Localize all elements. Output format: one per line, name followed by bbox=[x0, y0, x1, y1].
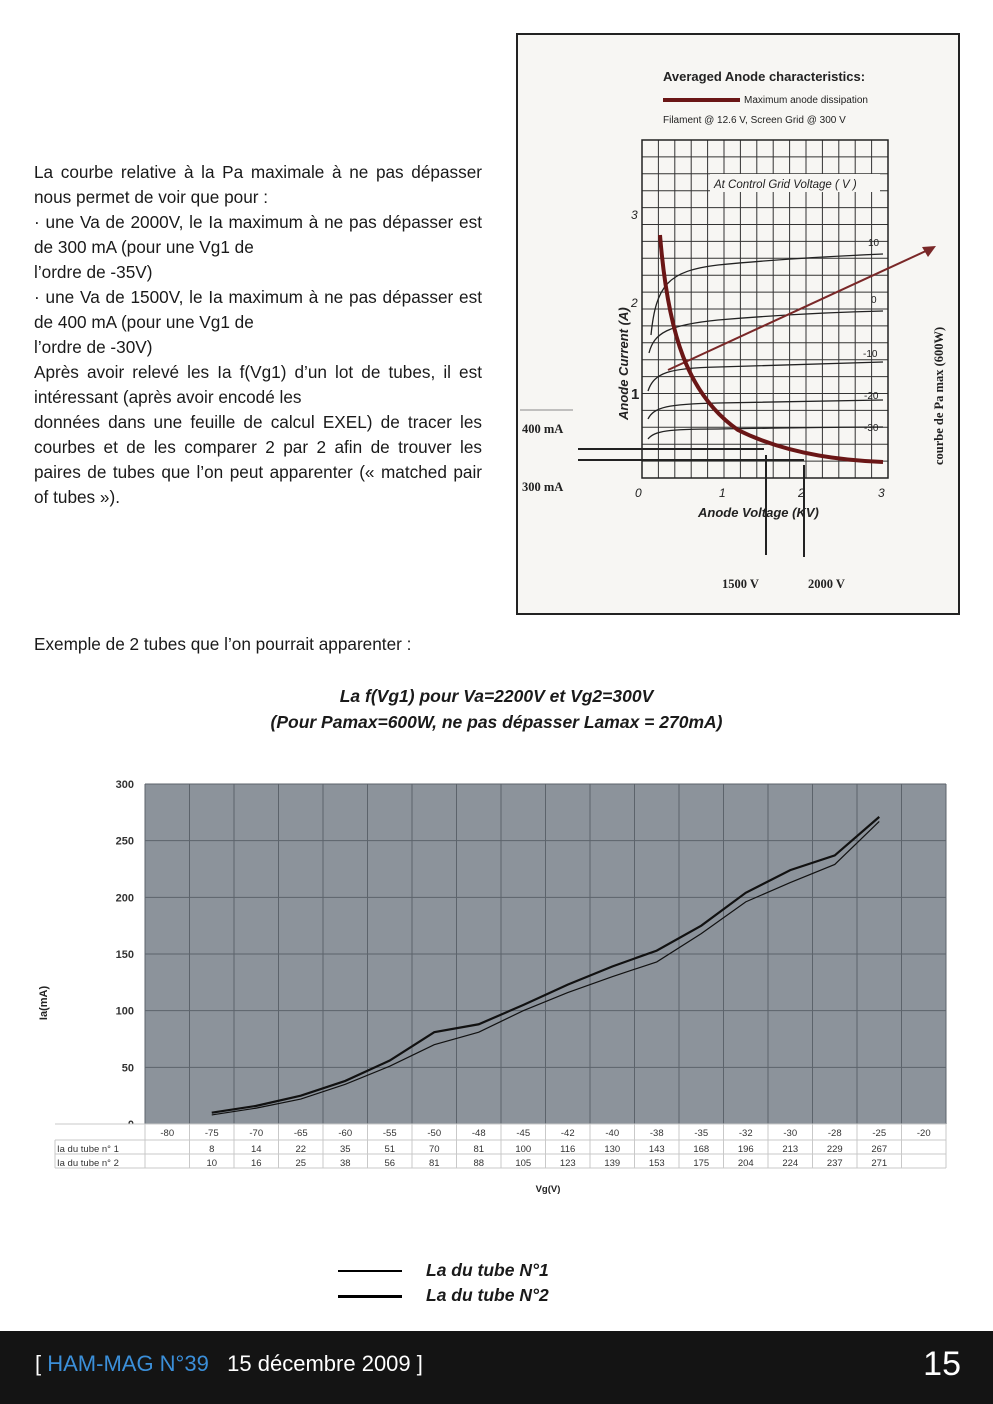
legend-label-tube1: La du tube N°1 bbox=[426, 1260, 549, 1280]
chart-table-cell: 14 bbox=[250, 1144, 262, 1155]
chart-x-tick-label: -45 bbox=[516, 1128, 531, 1139]
chart-table-cell: 130 bbox=[604, 1144, 621, 1155]
chart-y-tick-label: 250 bbox=[115, 835, 134, 848]
chart-x-tick-label: -80 bbox=[160, 1128, 175, 1139]
anode-characteristics-svg bbox=[518, 35, 958, 613]
scan-x-tick-3: 3 bbox=[878, 486, 885, 500]
scan-curve-0 bbox=[649, 311, 883, 353]
scan-curve-label-m30: -30 bbox=[864, 423, 879, 434]
chart-table-cell: 22 bbox=[295, 1144, 307, 1155]
chart-table-cell: 143 bbox=[648, 1144, 665, 1155]
chart-x-tick-label: -55 bbox=[382, 1128, 397, 1139]
chart-table-cell: 139 bbox=[604, 1158, 621, 1169]
intro-paragraph-2: · une Va de 2000V, le Ia maximum à ne pas dépasser est de 300 mA (pour une Vg1 de bbox=[34, 212, 482, 257]
chart-table-cell: 213 bbox=[782, 1144, 799, 1155]
chart-y-ticks bbox=[116, 779, 134, 1131]
chart-y-tick-label: 50 bbox=[121, 1062, 134, 1075]
chart-x-tick-label: -42 bbox=[560, 1128, 575, 1139]
chart-table-row-label-1: Ia du tube n° 1 bbox=[57, 1144, 119, 1155]
scan-mark-300: 300 mA bbox=[522, 480, 564, 494]
anode-characteristics-figure bbox=[516, 33, 960, 615]
chart-table-row-label-2: Ia du tube n° 2 bbox=[57, 1158, 119, 1169]
chart-table-cell: 116 bbox=[560, 1144, 576, 1155]
chart-table-cell: 123 bbox=[559, 1158, 576, 1169]
scan-pa-max-arrow bbox=[668, 250, 928, 370]
chart-table-cell: 56 bbox=[384, 1158, 396, 1169]
intro-paragraph-5: l’ordre de -30V) bbox=[34, 337, 153, 357]
chart-table-cell: 70 bbox=[428, 1144, 440, 1155]
chart-table-cell: 25 bbox=[295, 1158, 307, 1169]
chart-y-label: Ia(mA) bbox=[38, 985, 50, 1021]
footer-issue bbox=[35, 1351, 423, 1377]
chart-table-cell: 38 bbox=[339, 1158, 351, 1169]
scan-x-tick-2: 2 bbox=[798, 486, 805, 500]
chart-y-tick-label: 300 bbox=[115, 779, 134, 791]
chart-x-tick-label: -75 bbox=[204, 1128, 219, 1139]
scan-y-tick-1: 1 bbox=[631, 386, 640, 403]
intro-paragraph-4: · une Va de 1500V, le Ia maximum à ne pas dépasser est de 400 mA (pour une Vg1 de bbox=[34, 287, 482, 332]
chart-x-tick-label: -38 bbox=[649, 1128, 664, 1139]
chart-table-cell: 16 bbox=[250, 1158, 262, 1169]
scan-curve-label-m20: -20 bbox=[864, 391, 879, 402]
chart-y-tick-label: 100 bbox=[115, 1005, 134, 1018]
page-footer bbox=[0, 1331, 993, 1404]
chart-x-tick-label: -40 bbox=[605, 1128, 620, 1139]
scan-curve-label-10: 10 bbox=[868, 238, 880, 249]
chart-x-tick-label: -65 bbox=[293, 1128, 308, 1139]
ia-vg-chart bbox=[0, 760, 993, 1220]
scan-y-tick-2: 2 bbox=[631, 296, 638, 310]
scan-curve-label-0: 0 bbox=[871, 295, 877, 306]
chart-table-cell: 153 bbox=[648, 1158, 665, 1169]
chart-table-cell: 100 bbox=[515, 1144, 532, 1155]
chart-table-cell: 81 bbox=[428, 1158, 440, 1169]
chart-table-cell: 10 bbox=[206, 1158, 218, 1169]
scan-y-tick-3: 3 bbox=[631, 208, 638, 222]
chart-table-cell: 237 bbox=[826, 1158, 843, 1169]
scan-legend-line: Maximum anode dissipation bbox=[744, 95, 868, 106]
chart-x-tick-label: -35 bbox=[694, 1128, 709, 1139]
legend-swatch-tube1 bbox=[338, 1270, 402, 1272]
chart-table-cell: 175 bbox=[693, 1158, 710, 1169]
scan-mark-2000: 2000 V bbox=[808, 577, 845, 591]
scan-title: Averaged Anode characteristics: bbox=[663, 69, 866, 84]
chart-title-line-2: (Pour Pamax=600W, ne pas dépasser Lamax = 270mA) bbox=[270, 712, 723, 732]
scan-grid-label: At Control Grid Voltage ( V ) bbox=[714, 179, 857, 191]
chart-table-cell: 229 bbox=[826, 1144, 843, 1155]
chart-x-tick-label: -32 bbox=[738, 1128, 753, 1139]
footer-page-number: 15 bbox=[923, 1345, 961, 1383]
scan-subtitle: Filament @ 12.6 V, Screen Grid @ 300 V bbox=[663, 115, 846, 126]
chart-y-tick-label: 200 bbox=[115, 892, 134, 905]
chart-x-tick-label: -60 bbox=[338, 1128, 353, 1139]
chart-x-tick-label: -20 bbox=[916, 1128, 931, 1139]
intro-paragraph-1: La courbe relative à la Pa maximale à ne pas dépasser nous permet de voir que pour : bbox=[34, 162, 482, 207]
scan-curve-m30 bbox=[648, 427, 883, 439]
chart-x-tick-label: -50 bbox=[427, 1128, 442, 1139]
chart-x-tick-label: -25 bbox=[872, 1128, 887, 1139]
chart-table-cell: 204 bbox=[737, 1158, 754, 1169]
footer-bracket-open: [ bbox=[35, 1351, 48, 1376]
intro-paragraph-7: données dans une feuille de calcul EXEL) de tracer les courbes et de les comparer 2 par 2 afin de trouver les paires de tubes que l’on peut apparenter (« matched pair of tubes »). bbox=[34, 412, 482, 507]
chart-table-cell: 105 bbox=[515, 1158, 532, 1169]
chart-y-tick-label: 150 bbox=[115, 949, 134, 961]
footer-magazine: HAM-MAG N°39 bbox=[47, 1351, 209, 1376]
intro-text bbox=[34, 160, 482, 510]
chart-table-cell: 271 bbox=[871, 1158, 888, 1169]
chart-x-label: Vg(V) bbox=[535, 1184, 561, 1195]
chart-table-cell: 196 bbox=[737, 1144, 754, 1155]
chart-x-tick-label: -30 bbox=[783, 1128, 798, 1139]
chart-table-cell: 88 bbox=[473, 1158, 485, 1169]
chart-table-cell: 267 bbox=[871, 1144, 888, 1155]
scan-curve-10 bbox=[651, 254, 883, 335]
scan-grid-voltage-curves bbox=[648, 254, 883, 439]
chart-table-cell: 224 bbox=[782, 1158, 799, 1169]
scan-mark-1500: 1500 V bbox=[722, 577, 759, 591]
chart-table-cell: 81 bbox=[473, 1144, 485, 1155]
scan-curve-m20 bbox=[648, 400, 883, 419]
scan-y-tick-0: 0 bbox=[635, 486, 642, 500]
intro-paragraph-6: Après avoir relevé les Ia f(Vg1) d’un lot de tubes, il est intéressant (après avoir encodé les bbox=[34, 362, 482, 407]
chart-table-cell: 8 bbox=[209, 1144, 215, 1155]
chart-x-tick-label: -70 bbox=[249, 1128, 264, 1139]
intro-paragraph-3: l’ordre de -35V) bbox=[34, 262, 153, 282]
chart-x-tick-label: -48 bbox=[471, 1128, 486, 1139]
scan-right-label: courbe de Pa max (600W) bbox=[932, 326, 946, 465]
scan-x-label: Anode Voltage (KV) bbox=[698, 505, 819, 520]
legend-label-tube2: La du tube N°2 bbox=[426, 1285, 549, 1305]
example-caption: Exemple de 2 tubes que l’on pourrait apparenter : bbox=[34, 634, 412, 654]
chart-x-tick-label: -28 bbox=[827, 1128, 842, 1139]
legend-swatch-tube2 bbox=[338, 1295, 402, 1298]
chart-title-line-1: La f(Vg1) pour Va=2200V et Vg2=300V bbox=[339, 686, 654, 706]
scan-curve-label-m10: -10 bbox=[863, 349, 878, 360]
scan-x-tick-1: 1 bbox=[719, 486, 726, 500]
chart-table-cell: 51 bbox=[384, 1144, 396, 1155]
chart-table-cell: 168 bbox=[693, 1144, 710, 1155]
scan-mark-400: 400 mA bbox=[522, 422, 564, 436]
footer-date: 15 décembre 2009 ] bbox=[208, 1351, 423, 1376]
scan-y-label: Anode Current (A) bbox=[616, 307, 631, 420]
chart-table-cell: 35 bbox=[339, 1144, 351, 1155]
